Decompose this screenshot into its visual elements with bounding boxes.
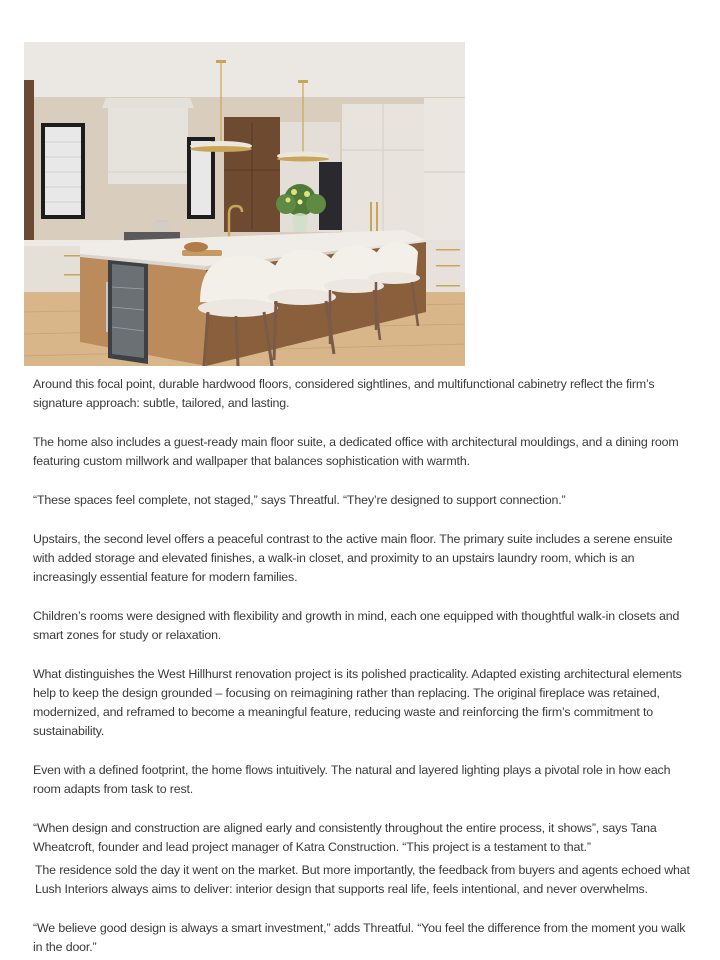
paragraph-practicality: What distinguishes the West Hillhurst renovation project is its polished practicality. Adapted existing architectural elements help to keep the design grounded – focusing on reimagining rather than replacing. The original fireplace was retained, modernized, and reframed to become a meaningful feature, reducing waste and reinforcing the firm’s commitment to sustainability. [33,667,682,738]
paragraph-focal-point: Around this focal point, durable hardwood floors, considered sightlines, and multifunctional cabinetry reflect the firm’s signature approach: subtle, tailored, and lasting. [33,377,655,410]
paragraph-lighting: Even with a defined footprint, the home flows intuitively. The natural and layered lighting plays a pivotal role in how each room adapts from task to rest. [33,763,671,796]
article-body [33,375,693,957]
kitchen-illustration [24,42,465,366]
paragraph-childrens-rooms: Children’s rooms were designed with flexibility and growth in mind, each one equipped with thoughtful walk-in closets and smart zones for study or relaxation. [33,609,680,642]
paragraph-residence-sold: The residence sold the day it went on the market. But more importantly, the feedback from buyers and agents echoed what Lush Interiors always aims to deliver: interior design that supports real life, feels intentional, and never overwhelms. [35,863,690,896]
hero-kitchen-image [24,42,465,366]
quote-threatful-connection: “These spaces feel complete, not staged,” says Threatful. “They’re designed to support connection.” [33,493,566,507]
quote-threatful-investment: “We believe good design is always a smart investment,” adds Threatful. “You feel the difference from the moment you walk in the door.” [33,921,686,954]
paragraph-upstairs: Upstairs, the second level offers a peaceful contrast to the active main floor. The primary suite includes a serene ensuite with added storage and elevated finishes, a walk-in closet, and proximity to an upstairs laundry room, which is an increasingly essential feature for modern families. [33,532,673,584]
paragraph-main-floor: The home also includes a guest-ready main floor suite, a dedicated office with architectural mouldings, and a dining room featuring custom millwork and wallpaper that balances sophistication with warmth. [33,435,679,468]
quote-wheatcroft: “When design and construction are aligned early and consistently throughout the entire process, it shows”, says Tana Wheatcroft, founder and lead project manager of Katra Construction. “This project is a testament to that.” [33,821,657,854]
